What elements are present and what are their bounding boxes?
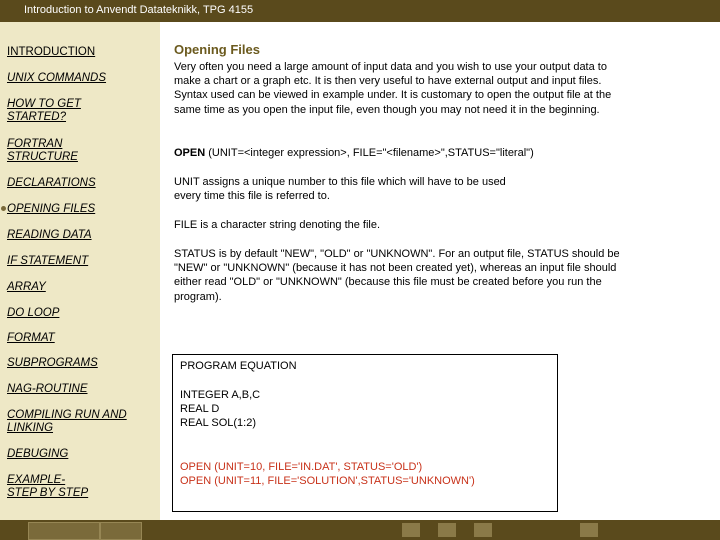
sidebar-item-example-step-by-step[interactable]: EXAMPLE- STEP BY STEP — [7, 474, 89, 499]
intro-paragraph: Very often you need a large amount of input data and you wish to use your output data to make a chart or a graph etc. It is then very useful to have external output and input files. Syntax used can be viewed in example under. It is customary to open the output file at the same time as you open the input file, even though you may not need it in the beginning. — [174, 61, 612, 116]
sidebar-item-introduction[interactable]: INTRODUCTION — [7, 46, 96, 58]
file-description: FILE is a character string denoting the file. — [174, 219, 381, 231]
title-bar — [0, 0, 720, 22]
sidebar-item-unix-commands[interactable]: UNIX COMMANDS — [7, 72, 107, 84]
code-line-open-output: OPEN (UNIT=11, FILE='SOLUTION',STATUS='UNKNOWN') — [180, 475, 475, 487]
sidebar-item-compiling-run-and-linking[interactable]: COMPILING RUN AND LINKING — [7, 409, 127, 434]
sidebar-item-declarations[interactable]: DECLARATIONS — [7, 177, 96, 189]
sidebar-item-subprograms[interactable]: SUBPROGRAMS — [7, 357, 98, 369]
footer-bar — [0, 520, 720, 540]
window-title: Introduction to Anvendt Datateknikk, TPG 4155 — [24, 4, 254, 16]
code-line-integer: INTEGER A,B,C — [180, 389, 261, 401]
nav-button-icon-1[interactable] — [402, 523, 420, 537]
sidebar-item-fortran-structure[interactable]: FORTRAN STRUCTURE — [7, 138, 78, 163]
nav-button-icon-3[interactable] — [474, 523, 492, 537]
code-line-open-input: OPEN (UNIT=10, FILE='IN.DAT', STATUS='OLD') — [180, 461, 423, 473]
page-title: Opening Files — [174, 42, 260, 57]
status-description: STATUS is by default "NEW", "OLD" or "UNKNOWN". For an output file, STATUS should be "NEW" or "UNKNOWN" (because it has not been created yet), whereas an input file should either read "OLD" or "UNKNOWN" (because this file must be created before you run the program). — [174, 248, 620, 303]
nav-button-icon-4[interactable] — [580, 523, 598, 537]
institution-logo-icon — [28, 522, 100, 540]
sidebar-item-how-to-get-started[interactable]: HOW TO GET STARTED? — [7, 98, 81, 123]
sidebar-item-if-statement[interactable]: IF STATEMENT — [7, 255, 89, 267]
code-example-box — [172, 354, 558, 512]
open-syntax-line — [174, 146, 634, 160]
sidebar-item-opening-files[interactable]: OPENING FILES — [7, 203, 96, 215]
sidebar-item-format[interactable]: FORMAT — [7, 332, 55, 344]
sidebar-item-reading-data[interactable]: READING DATA — [7, 229, 92, 241]
open-syntax-args: (UNIT=<integer expression>, FILE="<filename>",STATUS="literal") — [205, 147, 534, 159]
active-bullet-icon — [1, 206, 6, 211]
sidebar-item-debuging[interactable]: DEBUGING — [7, 448, 69, 460]
department-logo-icon — [100, 522, 142, 540]
open-keyword: OPEN — [174, 147, 206, 159]
unit-description: UNIT assigns a unique number to this file which will have to be used every time this file is referred to. — [174, 176, 506, 203]
nav-button-icon-2[interactable] — [438, 523, 456, 537]
sidebar-item-do-loop[interactable]: DO LOOP — [7, 307, 60, 319]
sidebar-item-array[interactable]: ARRAY — [7, 281, 46, 293]
code-line-program: PROGRAM EQUATION — [180, 360, 297, 372]
code-line-real-d: REAL D — [180, 403, 220, 415]
code-line-real-sol: REAL SOL(1:2) — [180, 417, 257, 429]
sidebar-item-nag-routine[interactable]: NAG-ROUTINE — [7, 383, 88, 395]
